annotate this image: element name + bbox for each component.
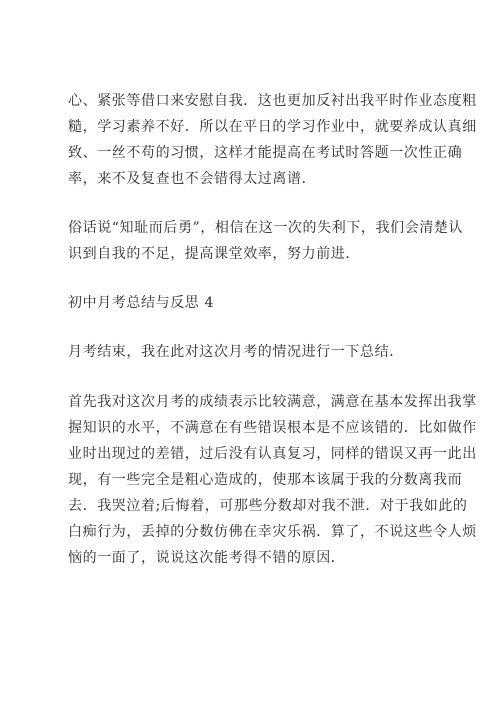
text-line: 首先我对这次月考的成绩表示比较满意，满意在基本发挥出我掌: [68, 394, 477, 410]
text-line: 心、紧张等借口来安慰自我．这也更加反衬出我平时作业态度粗: [68, 93, 477, 109]
text-line: 俗话说“知耻而后勇”，相信在这一次的失利下，我们会清楚认: [68, 220, 464, 236]
text-line: 现，有一些完全是粗心造成的，使那本该属于我的分数离我而: [68, 472, 463, 488]
text-line: 握知识的水平，不满意在有些错误根本是不应该错的．比如做作: [68, 420, 477, 436]
section-heading: 初中月考总结与反思 4: [68, 295, 214, 311]
text-line: 白痴行为，丢掉的分数仿佛在幸灾乐祸．算了，不说这些令人烦: [68, 524, 477, 540]
text-line: 月考结束，我在此对这次月考的情况进行一下总结．: [68, 344, 404, 360]
text-line: 恼的一面了，说说这次能考得不错的原因．: [68, 550, 346, 566]
text-line: 率，来不及复查也不会错得太过离谱．: [68, 171, 317, 187]
text-line: 去．我哭泣着;后悔着，可那些分数却对我不泄．对于我如此的: [68, 498, 468, 514]
text-line: 致、一丝不苟的习惯，这样才能提高在考试时答题一次性正确: [68, 145, 463, 161]
text-line: 识到自我的不足，提高课堂效率，努力前进．: [68, 246, 360, 262]
text-line: 业时出现过的差错，过后没有认真复习，同样的错误又再一此出: [68, 446, 477, 462]
text-line: 糙，学习素养不好．所以在平日的学习作业中，就要养成认真细: [68, 119, 477, 135]
